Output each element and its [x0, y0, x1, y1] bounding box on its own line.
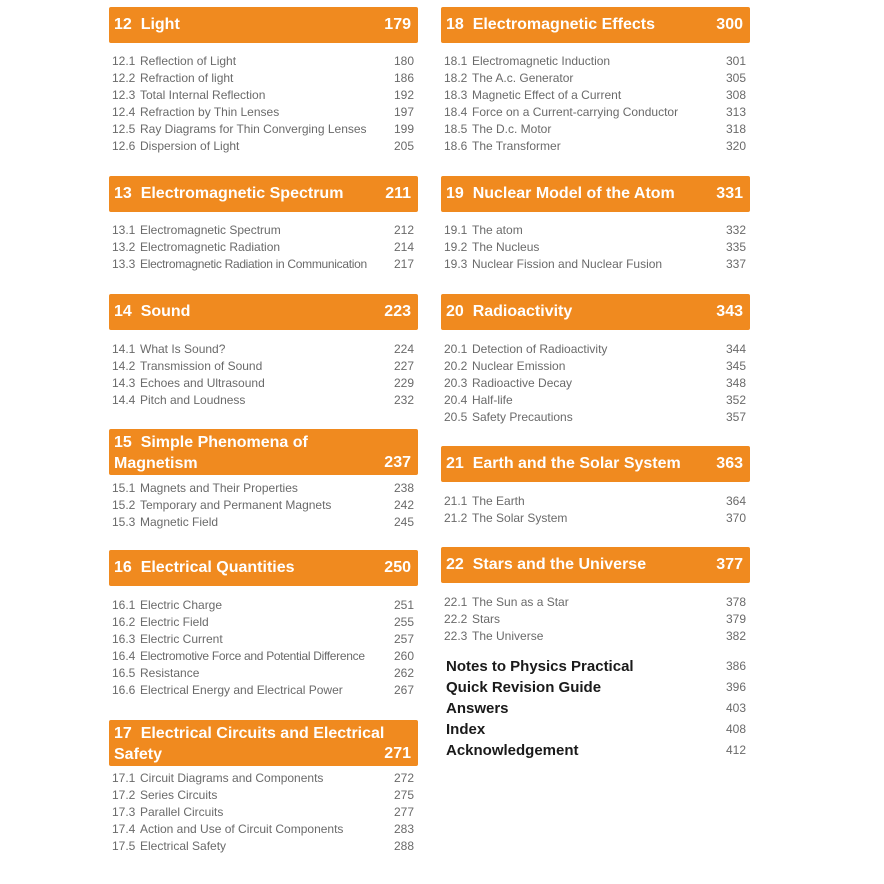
toc-item[interactable]	[109, 358, 418, 375]
item-title: Electric Field	[140, 615, 209, 629]
chapter-number: 13	[114, 185, 132, 202]
item-page: 345	[725, 359, 746, 373]
item-title: Stars	[472, 612, 501, 626]
chapter-number: 14	[114, 303, 132, 320]
item-page: 192	[393, 88, 414, 102]
item-page: 257	[393, 632, 414, 646]
item-title: The Nucleus	[472, 240, 540, 254]
item-page: 232	[393, 393, 414, 407]
item-title: Safety Precautions	[472, 410, 573, 424]
item-page: 212	[393, 223, 414, 237]
chapter-title: Stars and the Universe	[472, 556, 647, 573]
item-title: Electric Charge	[140, 598, 223, 612]
item-title: Resistance	[140, 666, 200, 680]
chapter-heading[interactable]	[109, 7, 418, 43]
item-title: The Earth	[472, 494, 525, 508]
item-number: 13.1	[112, 223, 136, 237]
back-matter-item[interactable]	[446, 677, 750, 698]
back-matter-title: Answers	[446, 700, 509, 717]
back-matter-item[interactable]	[446, 719, 750, 740]
chapter-title: Electrical Quantities	[140, 559, 295, 576]
item-page: 227	[393, 359, 414, 373]
chapter-14	[109, 294, 418, 409]
toc-item[interactable]	[109, 53, 418, 70]
back-matter-title: Quick Revision Guide	[446, 679, 602, 696]
item-page: 370	[725, 511, 746, 525]
toc-item[interactable]	[441, 510, 750, 527]
item-number: 12.2	[112, 71, 136, 85]
item-title: The Sun as a Star	[472, 595, 569, 609]
item-number: 12.5	[112, 122, 136, 136]
chapter-page: 211	[385, 185, 411, 202]
toc-item[interactable]	[109, 375, 418, 392]
item-page: 238	[393, 481, 414, 495]
toc-item[interactable]	[109, 804, 418, 821]
item-title: Temporary and Permanent Magnets	[140, 498, 332, 512]
item-title: Reflection of Light	[140, 54, 237, 68]
back-matter-list	[446, 656, 750, 761]
item-page: 379	[725, 612, 746, 626]
chapter-page: 223	[384, 303, 411, 320]
item-title: Parallel Circuits	[140, 805, 224, 819]
toc-item[interactable]	[109, 665, 418, 682]
toc-item[interactable]	[441, 222, 750, 239]
item-title: Electromagnetic Induction	[472, 54, 611, 68]
item-page: 272	[393, 771, 414, 785]
toc-item[interactable]	[441, 358, 750, 375]
chapter-number: 16	[114, 559, 132, 576]
item-title: Electromagnetic Radiation	[140, 240, 281, 254]
item-number: 18.1	[444, 54, 468, 68]
item-page: 313	[725, 105, 746, 119]
item-title: Refraction of light	[140, 71, 234, 85]
toc-item[interactable]	[441, 392, 750, 409]
chapter-18	[441, 7, 750, 155]
item-page: 242	[393, 498, 414, 512]
back-matter-title: Index	[446, 721, 486, 738]
item-number: 12.4	[112, 105, 136, 119]
toc-item[interactable]	[109, 682, 418, 699]
chapter-21	[441, 446, 750, 527]
chapter-heading[interactable]	[109, 176, 418, 212]
toc-item[interactable]	[109, 70, 418, 87]
chapter-number: 15	[114, 434, 132, 451]
chapter-20	[441, 294, 750, 426]
item-title: Total Internal Reflection	[140, 88, 266, 102]
back-matter-page: 386	[725, 659, 746, 673]
back-matter-page: 408	[725, 722, 746, 736]
toc-item[interactable]	[441, 53, 750, 70]
item-title: Circuit Diagrams and Components	[140, 771, 324, 785]
item-title: Nuclear Emission	[472, 359, 566, 373]
item-number: 14.1	[112, 342, 136, 356]
item-page: 332	[725, 223, 746, 237]
item-number: 16.4	[112, 649, 136, 663]
item-number: 14.2	[112, 359, 136, 373]
item-title: Echoes and Ultrasound	[140, 376, 265, 390]
item-number: 18.5	[444, 122, 468, 136]
item-number: 15.2	[112, 498, 136, 512]
item-title: Electric Current	[140, 632, 223, 646]
item-page: 180	[393, 54, 414, 68]
chapter-number: 19	[446, 185, 464, 202]
item-page: 348	[725, 376, 746, 390]
chapter-title: Earth and the Solar System	[472, 455, 681, 472]
chapter-19	[441, 176, 750, 273]
item-page: 260	[393, 649, 414, 663]
chapter-page: 343	[716, 303, 743, 320]
item-page: 197	[393, 105, 414, 119]
item-title: Pitch and Loudness	[140, 393, 246, 407]
item-number: 14.3	[112, 376, 136, 390]
chapter-heading[interactable]	[441, 547, 750, 583]
item-page: 277	[393, 805, 414, 819]
chapter-title: Nuclear Model of the Atom	[472, 185, 675, 202]
item-number: 17.1	[112, 771, 136, 785]
item-title: Force on a Current-carrying Conductor	[472, 105, 679, 119]
item-page: 318	[725, 122, 746, 136]
item-title: Series Circuits	[140, 788, 218, 802]
item-page: 320	[725, 139, 746, 153]
item-number: 15.1	[112, 481, 136, 495]
toc-item[interactable]	[109, 239, 418, 256]
toc-item[interactable]	[441, 375, 750, 392]
item-number: 15.3	[112, 515, 136, 529]
item-number: 13.3	[112, 257, 136, 271]
item-page: 382	[725, 629, 746, 643]
chapter-heading[interactable]	[109, 429, 418, 475]
item-title: Transmission of Sound	[140, 359, 263, 373]
toc-item[interactable]	[109, 497, 418, 514]
item-number: 20.1	[444, 342, 468, 356]
item-title: Magnetic Field	[140, 515, 219, 529]
chapter-title: Radioactivity	[472, 303, 573, 320]
item-title: Electrical Energy and Electrical Power	[140, 683, 343, 697]
toc-item[interactable]	[441, 341, 750, 358]
item-number: 20.2	[444, 359, 468, 373]
item-number: 20.4	[444, 393, 468, 407]
item-number: 18.3	[444, 88, 468, 102]
item-page: 245	[393, 515, 414, 529]
chapter-title: Simple Phenomena of Magnetism	[114, 434, 308, 472]
item-number: 19.2	[444, 240, 468, 254]
toc-item[interactable]	[441, 239, 750, 256]
chapter-17	[109, 720, 418, 855]
item-page: 205	[393, 139, 414, 153]
chapter-heading[interactable]	[441, 294, 750, 330]
toc-item[interactable]	[109, 480, 418, 497]
toc-item[interactable]	[109, 87, 418, 104]
chapter-number: 22	[446, 556, 464, 573]
item-page: 283	[393, 822, 414, 836]
back-matter-title: Notes to Physics Practical	[446, 658, 634, 675]
toc-item[interactable]	[109, 514, 418, 531]
chapter-13	[109, 176, 418, 273]
toc-item[interactable]	[441, 628, 750, 645]
item-title: Magnetic Effect of a Current	[472, 88, 622, 102]
item-number: 19.3	[444, 257, 468, 271]
chapter-title: Light	[140, 16, 180, 33]
item-page: 305	[725, 71, 746, 85]
chapter-page: 377	[716, 556, 743, 573]
item-number: 20.5	[444, 410, 468, 424]
toc-item[interactable]	[109, 838, 418, 855]
item-title: Electromagnetic Radiation in Communication	[140, 257, 367, 271]
toc-item[interactable]	[109, 614, 418, 631]
chapter-title: Electromagnetic Spectrum	[140, 185, 344, 202]
toc-item[interactable]	[109, 631, 418, 648]
back-matter-item[interactable]	[446, 656, 750, 677]
toc-item[interactable]	[109, 648, 418, 665]
back-matter-item[interactable]	[446, 698, 750, 719]
item-title: Magnets and Their Properties	[140, 481, 298, 495]
back-matter-page: 412	[725, 743, 746, 757]
chapter-heading[interactable]	[109, 550, 418, 586]
item-page: 288	[393, 839, 414, 853]
item-title: Electrical Safety	[140, 839, 227, 853]
chapter-15	[109, 429, 418, 531]
item-number: 22.1	[444, 595, 468, 609]
item-page: 217	[393, 257, 414, 271]
item-title: Nuclear Fission and Nuclear Fusion	[472, 257, 663, 271]
item-title: Refraction by Thin Lenses	[140, 105, 280, 119]
item-title: Electromotive Force and Potential Difference	[140, 649, 365, 663]
chapter-number: 17	[114, 725, 132, 742]
chapter-page: 179	[384, 16, 411, 33]
chapter-title: Sound	[140, 303, 191, 320]
item-page: 337	[725, 257, 746, 271]
back-matter-page: 403	[725, 701, 746, 715]
toc-item[interactable]	[109, 821, 418, 838]
item-page: 262	[393, 666, 414, 680]
toc-item[interactable]	[109, 597, 418, 614]
toc-item[interactable]	[441, 104, 750, 121]
toc-item[interactable]	[109, 256, 418, 273]
item-number: 18.6	[444, 139, 468, 153]
chapter-page: 363	[716, 455, 743, 472]
item-title: Ray Diagrams for Thin Converging Lenses	[140, 122, 367, 136]
item-number: 16.6	[112, 683, 136, 697]
chapter-22	[441, 547, 750, 645]
item-page: 308	[725, 88, 746, 102]
item-page: 224	[393, 342, 414, 356]
item-number: 13.2	[112, 240, 136, 254]
item-number: 17.2	[112, 788, 136, 802]
chapter-heading[interactable]	[109, 720, 418, 766]
item-title: Electromagnetic Spectrum	[140, 223, 281, 237]
item-title: The D.c. Motor	[472, 122, 552, 136]
toc-item[interactable]	[441, 493, 750, 510]
chapter-heading[interactable]	[441, 176, 750, 212]
chapter-title: Electrical Circuits and Electrical Safety	[114, 725, 385, 763]
item-number: 17.4	[112, 822, 136, 836]
chapter-page: 250	[384, 559, 411, 576]
toc-item[interactable]	[109, 787, 418, 804]
item-title: The Universe	[472, 629, 544, 643]
chapter-heading[interactable]	[109, 294, 418, 330]
item-number: 21.2	[444, 511, 468, 525]
item-number: 22.3	[444, 629, 468, 643]
item-title: Action and Use of Circuit Components	[140, 822, 344, 836]
toc-item[interactable]	[441, 70, 750, 87]
toc-item[interactable]	[109, 222, 418, 239]
item-title: Half-life	[472, 393, 513, 407]
chapter-number: 18	[446, 16, 464, 33]
chapter-number: 12	[114, 16, 132, 33]
toc-item[interactable]	[109, 392, 418, 409]
item-number: 19.1	[444, 223, 468, 237]
item-number: 17.3	[112, 805, 136, 819]
item-page: 255	[393, 615, 414, 629]
item-page: 186	[393, 71, 414, 85]
item-title: Detection of Radioactivity	[472, 342, 608, 356]
toc-item[interactable]	[109, 121, 418, 138]
item-page: 378	[725, 595, 746, 609]
item-title: The A.c. Generator	[472, 71, 574, 85]
toc-item[interactable]	[441, 409, 750, 426]
toc-item[interactable]	[109, 770, 418, 787]
item-title: The Transformer	[472, 139, 561, 153]
item-title: Dispersion of Light	[140, 139, 240, 153]
chapter-number: 21	[446, 455, 464, 472]
item-page: 251	[393, 598, 414, 612]
item-page: 229	[393, 376, 414, 390]
chapter-page: 237	[384, 454, 411, 471]
item-page: 335	[725, 240, 746, 254]
item-number: 16.1	[112, 598, 136, 612]
chapter-12	[109, 7, 418, 155]
chapter-title: Electromagnetic Effects	[472, 16, 655, 33]
item-number: 12.3	[112, 88, 136, 102]
back-matter-item[interactable]	[446, 740, 750, 761]
toc-item[interactable]	[441, 87, 750, 104]
toc-item[interactable]	[109, 138, 418, 155]
toc-item[interactable]	[441, 256, 750, 273]
item-page: 344	[725, 342, 746, 356]
toc-item[interactable]	[109, 341, 418, 358]
item-page: 301	[725, 54, 746, 68]
item-number: 17.5	[112, 839, 136, 853]
chapter-heading[interactable]	[441, 7, 750, 43]
chapter-heading[interactable]	[441, 446, 750, 482]
item-title: The Solar System	[472, 511, 568, 525]
item-number: 21.1	[444, 494, 468, 508]
toc-item[interactable]	[441, 138, 750, 155]
item-number: 22.2	[444, 612, 468, 626]
item-number: 20.3	[444, 376, 468, 390]
chapter-number: 20	[446, 303, 464, 320]
toc-item[interactable]	[441, 121, 750, 138]
item-page: 199	[393, 122, 414, 136]
item-title: What Is Sound?	[140, 342, 226, 356]
item-page: 364	[725, 494, 746, 508]
item-number: 14.4	[112, 393, 136, 407]
item-number: 16.3	[112, 632, 136, 646]
chapter-page: 331	[716, 185, 743, 202]
back-matter-page: 396	[725, 680, 746, 694]
item-page: 275	[393, 788, 414, 802]
item-number: 18.2	[444, 71, 468, 85]
item-title: Radioactive Decay	[472, 376, 573, 390]
chapter-page: 271	[384, 745, 411, 762]
toc-item[interactable]	[109, 104, 418, 121]
item-page: 357	[725, 410, 746, 424]
item-number: 16.2	[112, 615, 136, 629]
item-page: 352	[725, 393, 746, 407]
item-number: 12.1	[112, 54, 136, 68]
item-number: 16.5	[112, 666, 136, 680]
item-page: 214	[393, 240, 414, 254]
item-page: 267	[393, 683, 414, 697]
chapter-16	[109, 550, 418, 699]
item-number: 18.4	[444, 105, 468, 119]
toc-item[interactable]	[441, 594, 750, 611]
toc-item[interactable]	[441, 611, 750, 628]
chapter-page: 300	[716, 16, 743, 33]
item-title: The atom	[472, 223, 523, 237]
back-matter-title: Acknowledgement	[446, 742, 579, 759]
item-number: 12.6	[112, 139, 136, 153]
